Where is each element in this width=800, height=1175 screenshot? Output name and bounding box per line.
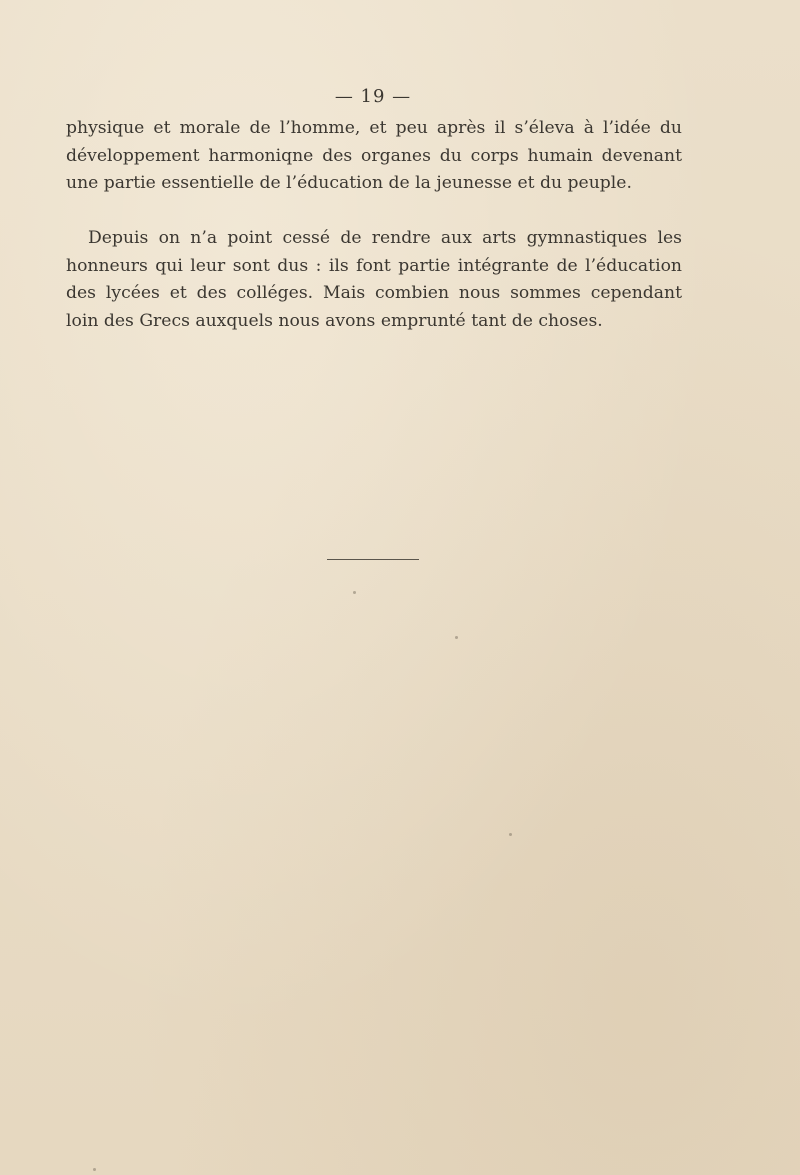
page-number: — 19 — bbox=[334, 86, 412, 107]
text-line: loin des Grecs auxquels nous avons emprunté tant de choses. bbox=[66, 310, 603, 331]
paper-speck bbox=[455, 636, 458, 639]
text-line: honneurs qui leur sont dus : ils font partie intégrante de l’éducation bbox=[66, 255, 682, 276]
text-line: des lycées et des colléges. Mais combien nous sommes cependant bbox=[66, 283, 682, 303]
text-line: physique et morale de l’homme, et peu après il s’éleva à l’idée du bbox=[66, 118, 682, 138]
text-line: développement harmoniqne des organes du corps humain devenant bbox=[66, 145, 682, 166]
paper-speck bbox=[509, 833, 512, 836]
end-divider-rule bbox=[327, 559, 419, 560]
paper-speck bbox=[93, 1168, 96, 1171]
text-line: une partie essentielle de l’éducation de la jeunesse et du peuple. bbox=[66, 173, 632, 193]
paper-speck bbox=[353, 591, 356, 594]
text-line: Depuis on n’a point cessé de rendre aux arts gymnastiques les bbox=[88, 228, 682, 248]
paragraph-2 bbox=[66, 225, 682, 335]
paragraph-1 bbox=[66, 115, 682, 198]
